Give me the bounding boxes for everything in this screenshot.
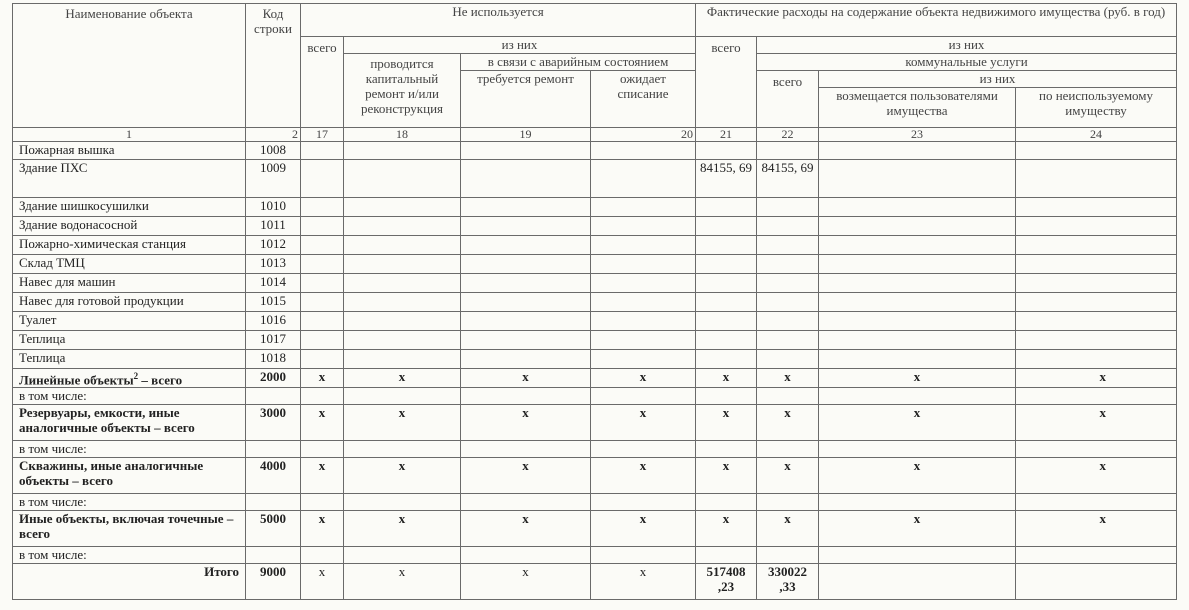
header-capital-repair: проводится капитальный ремонт и/или реконструкция bbox=[344, 54, 461, 128]
row-code: 4000 bbox=[246, 458, 301, 494]
col-number: 19 bbox=[461, 128, 591, 142]
header-actual-costs: Фактические расходы на содержание объекта недвижимого имущества (руб. в год) bbox=[696, 4, 1177, 37]
table-row bbox=[13, 547, 1177, 564]
table-row bbox=[13, 293, 1177, 312]
header-total-costs: всего bbox=[696, 37, 757, 128]
x-mark: x bbox=[819, 458, 1016, 494]
table-row bbox=[13, 198, 1177, 217]
col-number: 21 bbox=[696, 128, 757, 142]
row-code: 1013 bbox=[246, 255, 301, 274]
x-mark: x bbox=[461, 405, 591, 441]
row-name: Склад ТМЦ bbox=[13, 255, 246, 274]
x-mark: x bbox=[301, 511, 344, 547]
x-mark: x bbox=[461, 564, 591, 600]
table-row bbox=[13, 441, 1177, 458]
row-code: 1018 bbox=[246, 350, 301, 369]
row-code: 1011 bbox=[246, 217, 301, 236]
row-name-tail: – всего bbox=[138, 372, 183, 388]
row-including: в том числе: bbox=[13, 388, 246, 405]
table-row bbox=[13, 494, 1177, 511]
row-including: в том числе: bbox=[13, 547, 246, 564]
x-mark: x bbox=[344, 405, 461, 441]
x-mark: x bbox=[696, 405, 757, 441]
property-table bbox=[12, 3, 1177, 600]
footnote-mark: 2 bbox=[133, 371, 139, 381]
header-of-them: из них bbox=[344, 37, 696, 54]
property-report-sheet bbox=[12, 3, 1176, 604]
row-name: Скважины, иные аналогичные объекты – всего bbox=[13, 458, 246, 494]
x-mark: x bbox=[1016, 369, 1177, 388]
table-row bbox=[13, 142, 1177, 160]
x-mark: x bbox=[344, 458, 461, 494]
x-mark: x bbox=[301, 405, 344, 441]
row-name-text: Линейные объекты bbox=[19, 372, 134, 388]
header-reimbursed: возмещается пользователями имущества bbox=[819, 88, 1016, 128]
x-mark: x bbox=[344, 564, 461, 600]
row-name: Иные объекты, включая точечные – всего bbox=[13, 511, 246, 547]
table-row bbox=[13, 236, 1177, 255]
col-number: 22 bbox=[757, 128, 819, 142]
x-mark: x bbox=[591, 369, 696, 388]
x-mark: x bbox=[461, 369, 591, 388]
row-code: 1008 bbox=[246, 142, 301, 160]
row-name bbox=[13, 369, 246, 388]
table-row bbox=[13, 217, 1177, 236]
row-code: 1017 bbox=[246, 331, 301, 350]
row-code: 1012 bbox=[246, 236, 301, 255]
header-utilities: коммунальные услуги bbox=[757, 54, 1177, 71]
row-code: 2000 bbox=[246, 369, 301, 388]
row-including: в том числе: bbox=[13, 441, 246, 458]
table-row bbox=[13, 331, 1177, 350]
header-needs-repair: требуется ремонт bbox=[461, 71, 591, 128]
col-number: 2 bbox=[246, 128, 301, 142]
header-code: Код строки bbox=[246, 4, 301, 128]
header-not-used: Не используется bbox=[301, 4, 696, 37]
col-number: 24 bbox=[1016, 128, 1177, 142]
total-label: Итого bbox=[13, 564, 246, 600]
table-row bbox=[13, 369, 1177, 388]
row-name: Туалет bbox=[13, 312, 246, 331]
header-of-them-utilities: из них bbox=[819, 71, 1177, 88]
x-mark: x bbox=[757, 369, 819, 388]
row-name: Здание водонасосной bbox=[13, 217, 246, 236]
header-of-them-costs: из них bbox=[757, 37, 1177, 54]
x-mark: x bbox=[1016, 458, 1177, 494]
row-code: 3000 bbox=[246, 405, 301, 441]
row-name: Пожарная вышка bbox=[13, 142, 246, 160]
table-row bbox=[13, 350, 1177, 369]
x-mark: x bbox=[696, 369, 757, 388]
table-row bbox=[13, 405, 1177, 441]
x-mark: x bbox=[461, 458, 591, 494]
col-number: 1 bbox=[13, 128, 246, 142]
cost-total-value: 84155, 69 bbox=[696, 160, 757, 198]
x-mark: x bbox=[344, 511, 461, 547]
x-mark: x bbox=[591, 405, 696, 441]
table-row bbox=[13, 458, 1177, 494]
row-name: Теплица bbox=[13, 350, 246, 369]
row-name: Здание шишкосушилки bbox=[13, 198, 246, 217]
x-mark: x bbox=[1016, 405, 1177, 441]
col-number: 20 bbox=[591, 128, 696, 142]
total-row bbox=[13, 564, 1177, 600]
total-code: 9000 bbox=[246, 564, 301, 600]
x-mark: x bbox=[757, 511, 819, 547]
row-name: Навес для машин bbox=[13, 274, 246, 293]
utilities-total-value: 84155, 69 bbox=[757, 160, 819, 198]
x-mark: x bbox=[819, 405, 1016, 441]
row-code: 1016 bbox=[246, 312, 301, 331]
x-mark: x bbox=[591, 564, 696, 600]
table-row bbox=[13, 511, 1177, 547]
x-mark: x bbox=[461, 511, 591, 547]
x-mark: x bbox=[696, 458, 757, 494]
table-row bbox=[13, 388, 1177, 405]
x-mark: x bbox=[757, 458, 819, 494]
row-name: Навес для готовой продукции bbox=[13, 293, 246, 312]
col-number: 18 bbox=[344, 128, 461, 142]
x-mark: x bbox=[1016, 511, 1177, 547]
header-unused-property: по неиспользуемому имуществу bbox=[1016, 88, 1177, 128]
row-code: 1014 bbox=[246, 274, 301, 293]
row-name: Теплица bbox=[13, 331, 246, 350]
table-row bbox=[13, 255, 1177, 274]
x-mark: x bbox=[591, 511, 696, 547]
row-name: Резервуары, емкости, иные аналогичные объекты – всего bbox=[13, 405, 246, 441]
x-mark: x bbox=[591, 458, 696, 494]
total-cost-value: 517408 ,23 bbox=[696, 564, 757, 600]
header-total-not-used: всего bbox=[301, 37, 344, 128]
x-mark: x bbox=[757, 405, 819, 441]
row-code: 1015 bbox=[246, 293, 301, 312]
table-row bbox=[13, 274, 1177, 293]
row-code: 1010 bbox=[246, 198, 301, 217]
header-name: Наименование объекта bbox=[13, 4, 246, 128]
x-mark: x bbox=[696, 511, 757, 547]
table-row bbox=[13, 312, 1177, 331]
header-total-utilities: всего bbox=[757, 71, 819, 128]
table-row bbox=[13, 160, 1177, 198]
row-including: в том числе: bbox=[13, 494, 246, 511]
row-code: 1009 bbox=[246, 160, 301, 198]
x-mark: x bbox=[819, 511, 1016, 547]
row-name: Пожарно-химическая станция bbox=[13, 236, 246, 255]
x-mark: x bbox=[301, 369, 344, 388]
col-number: 17 bbox=[301, 128, 344, 142]
row-name: Здание ПХС bbox=[13, 160, 246, 198]
x-mark: x bbox=[301, 564, 344, 600]
row-code: 5000 bbox=[246, 511, 301, 547]
total-utilities-value: 330022 ,33 bbox=[757, 564, 819, 600]
x-mark: x bbox=[819, 369, 1016, 388]
x-mark: x bbox=[301, 458, 344, 494]
x-mark: x bbox=[344, 369, 461, 388]
header-awaits-writeoff: ожидает списание bbox=[591, 71, 696, 128]
col-number: 23 bbox=[819, 128, 1016, 142]
header-emergency: в связи с аварийным состоянием bbox=[461, 54, 696, 71]
